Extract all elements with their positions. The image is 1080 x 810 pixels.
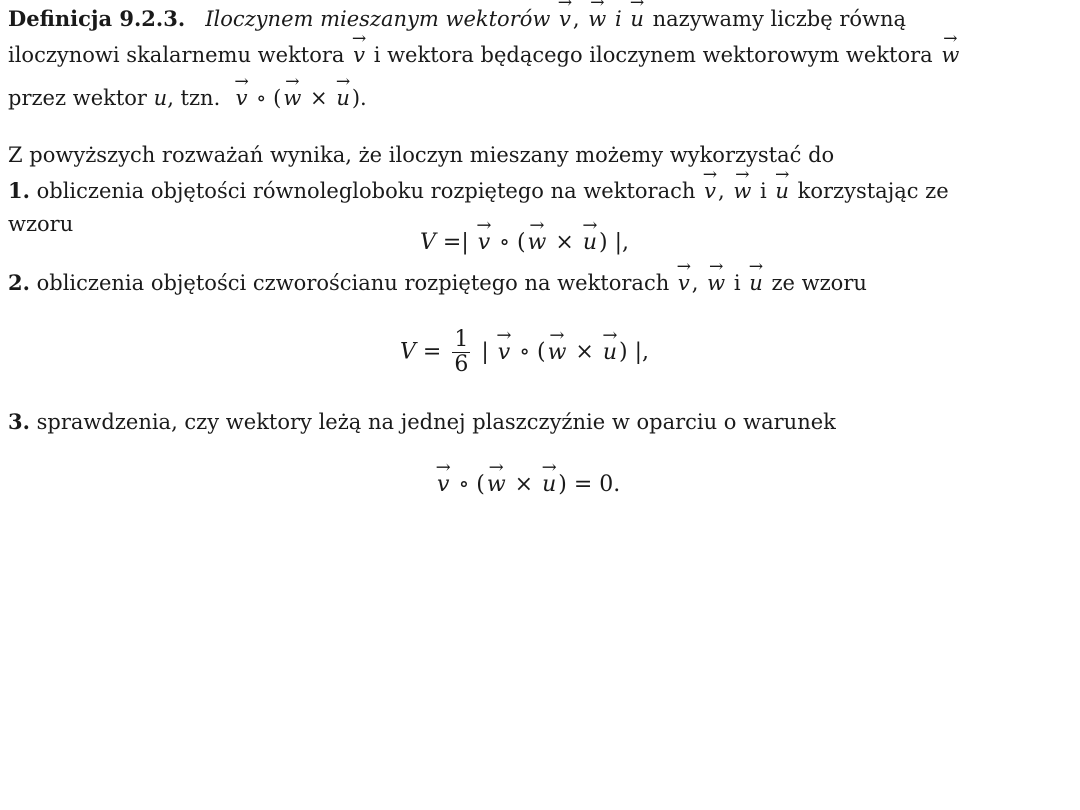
item-3-number: 3. [8,409,30,434]
item-2-text-b: ze wzoru [771,271,867,295]
vector-v: → v [435,472,451,498]
fraction-one-sixth [452,328,470,377]
item-3-text-a: sprawdzenia, czy wektory leżą na jednej plaszczyźnie w oparciu o warunek [36,410,836,434]
item-1-formula [420,230,629,256]
vector-u: → u [581,230,599,256]
vector-w: → w [546,340,569,366]
comma: , [572,7,580,31]
definition-line3-a: przez wektor [8,86,147,110]
abs-bar: | [481,339,489,365]
operator-times: × [310,86,328,110]
vector-u: → u [773,179,791,204]
vector-v: → v [676,271,692,296]
formula-close: ) |, [619,339,649,365]
vector-u: → u [747,271,765,296]
definition-line-3 [8,86,367,111]
item-1-line-1 [8,178,949,204]
operator-times: × [555,230,574,255]
item-2-text-a: obliczenia objętości czworościanu rozpiętego na wektorach [36,271,670,295]
expr-close: ). [351,86,367,110]
vector-w: → w [705,271,727,296]
operator-circ-open: ∘ ( [519,339,546,365]
vector-w: → w [731,179,753,204]
vector-u: → u [628,7,646,32]
comma: , [691,271,699,295]
item-2-line-1 [8,270,867,296]
vector-v: → v [702,179,718,204]
definition-line2-b: i wektora będącego iloczynem wektorowym wektora [373,43,933,67]
formula-close: ) |, [599,230,629,255]
operator-circ-open: ∘ ( [256,86,282,110]
formula-close: ) = 0. [558,472,621,497]
fraction-numerator: 1 [454,327,469,352]
conjunction-i: i [614,7,622,31]
definition-intro: Iloczynem mieszanym wektorów [205,7,551,31]
formula-lhs: V = [400,339,442,365]
vector-v: → v [496,340,512,366]
vector-w: → w [485,472,508,498]
item-1-number: 1. [8,178,30,203]
operator-circ-open: ∘ ( [499,230,526,255]
vector-u: → u [540,472,558,498]
comma: , [717,179,725,203]
item-2-number: 2. [8,270,30,295]
vector-w: → w [281,86,303,111]
vector-v: → v [351,43,367,68]
formula-lhs: V =| [420,230,469,255]
vector-w: → w [526,230,549,256]
item-1-line-2: wzoru [8,212,74,236]
item-3-line-1 [8,409,836,435]
definition-line2-a: iloczynowi skalarnemu wektora [8,43,345,67]
plain-u: u [153,86,168,110]
operator-circ-open: ∘ ( [458,472,485,497]
operator-times: × [514,472,534,497]
vector-u: → u [601,340,619,366]
conjunction-i: i [733,271,741,295]
vector-v: → v [476,230,492,256]
vector-w: → w [586,7,608,32]
definition-line-1 [8,6,1080,32]
definition-line1-tail: nazywamy liczbę równą [652,7,907,31]
fraction-denominator: 6 [454,352,469,378]
vector-v: → v [557,7,573,32]
vector-w: → w [939,43,961,68]
definition-line3-b: , tzn. [167,86,221,110]
vector-u: → u [334,86,352,111]
definition-label: Definicja 9.2.3. [8,6,186,31]
item-1-text-a: obliczenia objętości równolegloboku rozpiętego na wektorach [36,179,696,203]
item-3-formula [435,472,620,498]
vector-v: → v [234,86,250,111]
definition-line-2 [8,43,961,68]
conclusion-intro: Z powyższych rozważań wynika, że iloczyn mieszany możemy wykorzystać do [8,143,835,167]
item-1-text-b: korzystając ze [797,179,949,203]
item-2-formula [400,328,649,377]
conjunction-i: i [760,179,767,203]
operator-times: × [575,339,594,365]
